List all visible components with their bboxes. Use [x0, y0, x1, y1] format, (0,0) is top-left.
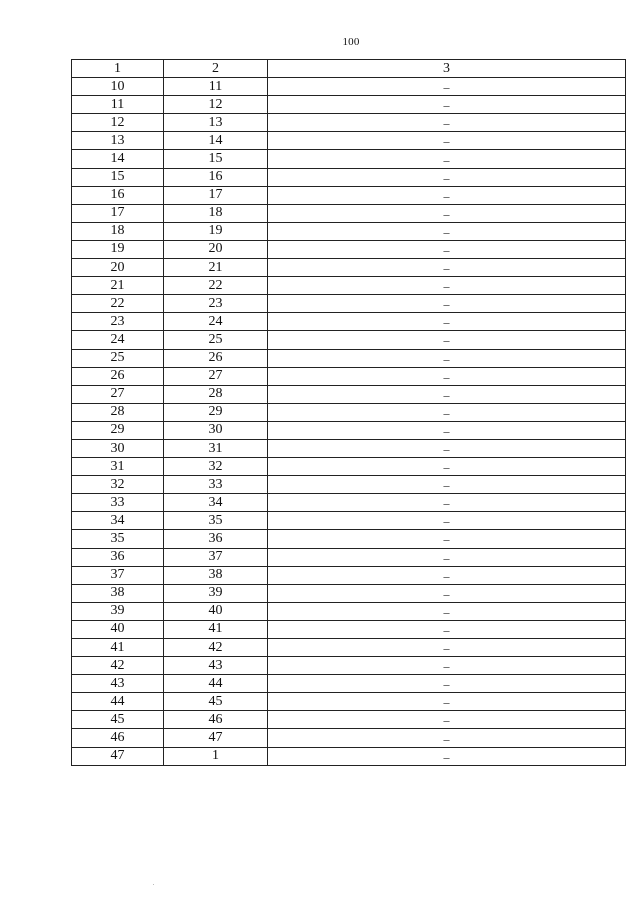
- dash-value: –: [443, 206, 450, 221]
- table-cell-col-1: 47: [72, 747, 164, 765]
- table-cell-col-1: 17: [72, 204, 164, 222]
- table-cell-col-1: 16: [72, 186, 164, 204]
- table-cell-col-2: 39: [164, 584, 268, 602]
- dash-value: –: [443, 134, 450, 149]
- table-cell-col-1: 29: [72, 421, 164, 439]
- table-cell-col-1: 22: [72, 295, 164, 313]
- table-cell-col-2: 24: [164, 313, 268, 331]
- table-cell-col-3: [268, 530, 626, 548]
- table-cell-col-1: 20: [72, 259, 164, 277]
- table-row: [72, 439, 626, 457]
- table-cell-col-3: [268, 367, 626, 385]
- dash-value: –: [443, 423, 450, 438]
- table-cell-col-2: 18: [164, 204, 268, 222]
- table-cell-col-2: 12: [164, 96, 268, 114]
- dash-value: –: [443, 496, 450, 511]
- dash-value: –: [443, 98, 450, 113]
- table-cell-col-1: 44: [72, 693, 164, 711]
- table-cell-col-3: [268, 476, 626, 494]
- table-cell-col-3: [268, 639, 626, 657]
- table-cell-col-3: [268, 620, 626, 638]
- table-row: [72, 548, 626, 566]
- table-row: [72, 240, 626, 258]
- table-cell-col-2: 40: [164, 602, 268, 620]
- dash-value: –: [443, 315, 450, 330]
- table-cell-col-2: 47: [164, 729, 268, 747]
- dash-value: –: [443, 568, 450, 583]
- table-cell-col-1: 45: [72, 711, 164, 729]
- header-row: [72, 60, 626, 78]
- table-cell-col-2: 20: [164, 240, 268, 258]
- table-cell-col-2: 31: [164, 439, 268, 457]
- table-cell-col-3: [268, 385, 626, 403]
- table-row: [72, 620, 626, 638]
- table-cell-col-3: [268, 295, 626, 313]
- table-cell-col-3: [268, 657, 626, 675]
- table-cell-col-3: [268, 349, 626, 367]
- table-row: [72, 96, 626, 114]
- table-cell-col-1: 11: [72, 96, 164, 114]
- table-cell-col-1: 33: [72, 494, 164, 512]
- table-row: [72, 150, 626, 168]
- dash-value: –: [443, 641, 450, 656]
- table-cell-col-3: [268, 584, 626, 602]
- table-cell-col-3: [268, 729, 626, 747]
- table-cell-col-1: 36: [72, 548, 164, 566]
- table-cell-col-3: [268, 313, 626, 331]
- table-cell-col-3: [268, 259, 626, 277]
- table-row: [72, 295, 626, 313]
- table-cell-col-2: 21: [164, 259, 268, 277]
- table-cell-col-1: 46: [72, 729, 164, 747]
- dash-value: –: [443, 242, 450, 257]
- table-row: [72, 602, 626, 620]
- table-cell-col-1: 25: [72, 349, 164, 367]
- table-cell-col-1: 43: [72, 675, 164, 693]
- table-header: [72, 60, 626, 78]
- column-header-2: 2: [164, 60, 268, 78]
- table-cell-col-1: 14: [72, 150, 164, 168]
- table-cell-col-2: 13: [164, 114, 268, 132]
- table-cell-col-1: 42: [72, 657, 164, 675]
- table-cell-col-1: 21: [72, 277, 164, 295]
- table-cell-col-2: 28: [164, 385, 268, 403]
- dash-value: –: [443, 659, 450, 674]
- table-cell-col-2: 1: [164, 747, 268, 765]
- table-cell-col-2: 19: [164, 222, 268, 240]
- table-row: [72, 566, 626, 584]
- dash-value: –: [443, 713, 450, 728]
- dash-value: –: [443, 622, 450, 637]
- table-cell-col-2: 33: [164, 476, 268, 494]
- table-row: [72, 385, 626, 403]
- table-cell-col-2: 15: [164, 150, 268, 168]
- table-row: [72, 132, 626, 150]
- table-row: [72, 403, 626, 421]
- table-cell-col-1: 31: [72, 458, 164, 476]
- table-row: [72, 367, 626, 385]
- table-cell-col-2: 43: [164, 657, 268, 675]
- dash-value: –: [443, 749, 450, 764]
- table-cell-col-3: [268, 78, 626, 96]
- table-cell-col-1: 41: [72, 639, 164, 657]
- table-cell-col-2: 27: [164, 367, 268, 385]
- table-cell-col-1: 12: [72, 114, 164, 132]
- table-cell-col-3: [268, 96, 626, 114]
- column-header-1: 1: [72, 60, 164, 78]
- table-cell-col-3: [268, 331, 626, 349]
- table-cell-col-2: 17: [164, 186, 268, 204]
- dash-value: –: [443, 677, 450, 692]
- dash-value: –: [443, 351, 450, 366]
- table-cell-col-1: 30: [72, 439, 164, 457]
- dash-value: –: [443, 333, 450, 348]
- table-cell-col-1: 37: [72, 566, 164, 584]
- table-cell-col-2: 22: [164, 277, 268, 295]
- table-cell-col-2: 32: [164, 458, 268, 476]
- dash-value: –: [443, 170, 450, 185]
- table-cell-col-3: [268, 222, 626, 240]
- table-row: [72, 421, 626, 439]
- dash-value: –: [443, 152, 450, 167]
- dash-value: –: [443, 460, 450, 475]
- table-cell-col-2: 34: [164, 494, 268, 512]
- table-cell-col-2: 45: [164, 693, 268, 711]
- dash-value: –: [443, 80, 450, 95]
- table-row: [72, 530, 626, 548]
- table-cell-col-1: 18: [72, 222, 164, 240]
- table-row: [72, 277, 626, 295]
- dash-value: –: [443, 442, 450, 457]
- dash-value: –: [443, 550, 450, 565]
- table-cell-col-2: 11: [164, 78, 268, 96]
- dash-value: –: [443, 586, 450, 601]
- table-row: [72, 331, 626, 349]
- table-cell-col-3: [268, 439, 626, 457]
- table-cell-col-2: 44: [164, 675, 268, 693]
- table-row: [72, 78, 626, 96]
- dash-value: –: [443, 188, 450, 203]
- table-cell-col-3: [268, 114, 626, 132]
- table-cell-col-3: [268, 403, 626, 421]
- table-cell-col-3: [268, 168, 626, 186]
- table-cell-col-2: 35: [164, 512, 268, 530]
- table-cell-col-1: 27: [72, 385, 164, 403]
- data-table: [71, 59, 626, 766]
- table-cell-col-2: 41: [164, 620, 268, 638]
- table-row: [72, 675, 626, 693]
- table-cell-col-3: [268, 186, 626, 204]
- table-cell-col-1: 32: [72, 476, 164, 494]
- table-cell-col-3: [268, 204, 626, 222]
- dash-value: –: [443, 405, 450, 420]
- dash-value: –: [443, 695, 450, 710]
- dash-value: –: [443, 604, 450, 619]
- table-cell-col-1: 34: [72, 512, 164, 530]
- table-cell-col-2: 29: [164, 403, 268, 421]
- table-cell-col-1: 39: [72, 602, 164, 620]
- dash-value: –: [443, 387, 450, 402]
- table-cell-col-3: [268, 150, 626, 168]
- table-row: [72, 584, 626, 602]
- table-row: [72, 711, 626, 729]
- table-cell-col-2: 38: [164, 566, 268, 584]
- table-cell-col-3: [268, 421, 626, 439]
- table-cell-col-1: 26: [72, 367, 164, 385]
- table-row: [72, 204, 626, 222]
- dash-value: –: [443, 478, 450, 493]
- table-cell-col-3: [268, 494, 626, 512]
- table-row: [72, 259, 626, 277]
- table-row: [72, 512, 626, 530]
- dash-value: –: [443, 116, 450, 131]
- table-row: [72, 693, 626, 711]
- table-cell-col-2: 36: [164, 530, 268, 548]
- table-row: [72, 747, 626, 765]
- table-cell-col-1: 13: [72, 132, 164, 150]
- scan-speck: [153, 884, 154, 885]
- dash-value: –: [443, 369, 450, 384]
- table-row: [72, 168, 626, 186]
- dash-value: –: [443, 297, 450, 312]
- table-row: [72, 494, 626, 512]
- table-row: [72, 458, 626, 476]
- table-row: [72, 313, 626, 331]
- table-cell-col-3: [268, 458, 626, 476]
- table-row: [72, 114, 626, 132]
- table-cell-col-2: 16: [164, 168, 268, 186]
- table-cell-col-1: 35: [72, 530, 164, 548]
- table-cell-col-3: [268, 711, 626, 729]
- table-cell-col-2: 30: [164, 421, 268, 439]
- table-cell-col-1: 28: [72, 403, 164, 421]
- table-cell-col-1: 38: [72, 584, 164, 602]
- table-row: [72, 186, 626, 204]
- table-row: [72, 222, 626, 240]
- table-body: [72, 78, 626, 766]
- table-row: [72, 476, 626, 494]
- table-cell-col-1: 23: [72, 313, 164, 331]
- table-cell-col-3: [268, 693, 626, 711]
- table-cell-col-1: 10: [72, 78, 164, 96]
- dash-value: –: [443, 532, 450, 547]
- table-row: [72, 349, 626, 367]
- table-cell-col-2: 42: [164, 639, 268, 657]
- table-cell-col-2: 25: [164, 331, 268, 349]
- table-cell-col-3: [268, 566, 626, 584]
- dash-value: –: [443, 731, 450, 746]
- table-row: [72, 729, 626, 747]
- table-cell-col-3: [268, 277, 626, 295]
- table-cell-col-3: [268, 548, 626, 566]
- table-cell-col-2: 14: [164, 132, 268, 150]
- table-cell-col-3: [268, 747, 626, 765]
- dash-value: –: [443, 279, 450, 294]
- table-cell-col-2: 37: [164, 548, 268, 566]
- table-cell-col-3: [268, 512, 626, 530]
- table-cell-col-1: 40: [72, 620, 164, 638]
- column-header-3: 3: [268, 60, 626, 78]
- dash-value: –: [443, 224, 450, 239]
- table-cell-col-1: 19: [72, 240, 164, 258]
- table-cell-col-2: 23: [164, 295, 268, 313]
- dash-value: –: [443, 261, 450, 276]
- table-cell-col-2: 46: [164, 711, 268, 729]
- table-cell-col-1: 15: [72, 168, 164, 186]
- page-number: 100: [342, 36, 360, 48]
- table-row: [72, 657, 626, 675]
- dash-value: –: [443, 514, 450, 529]
- table-row: [72, 639, 626, 657]
- table-cell-col-2: 26: [164, 349, 268, 367]
- table-cell-col-3: [268, 240, 626, 258]
- table-cell-col-1: 24: [72, 331, 164, 349]
- table-cell-col-3: [268, 602, 626, 620]
- table-cell-col-3: [268, 675, 626, 693]
- table-cell-col-3: [268, 132, 626, 150]
